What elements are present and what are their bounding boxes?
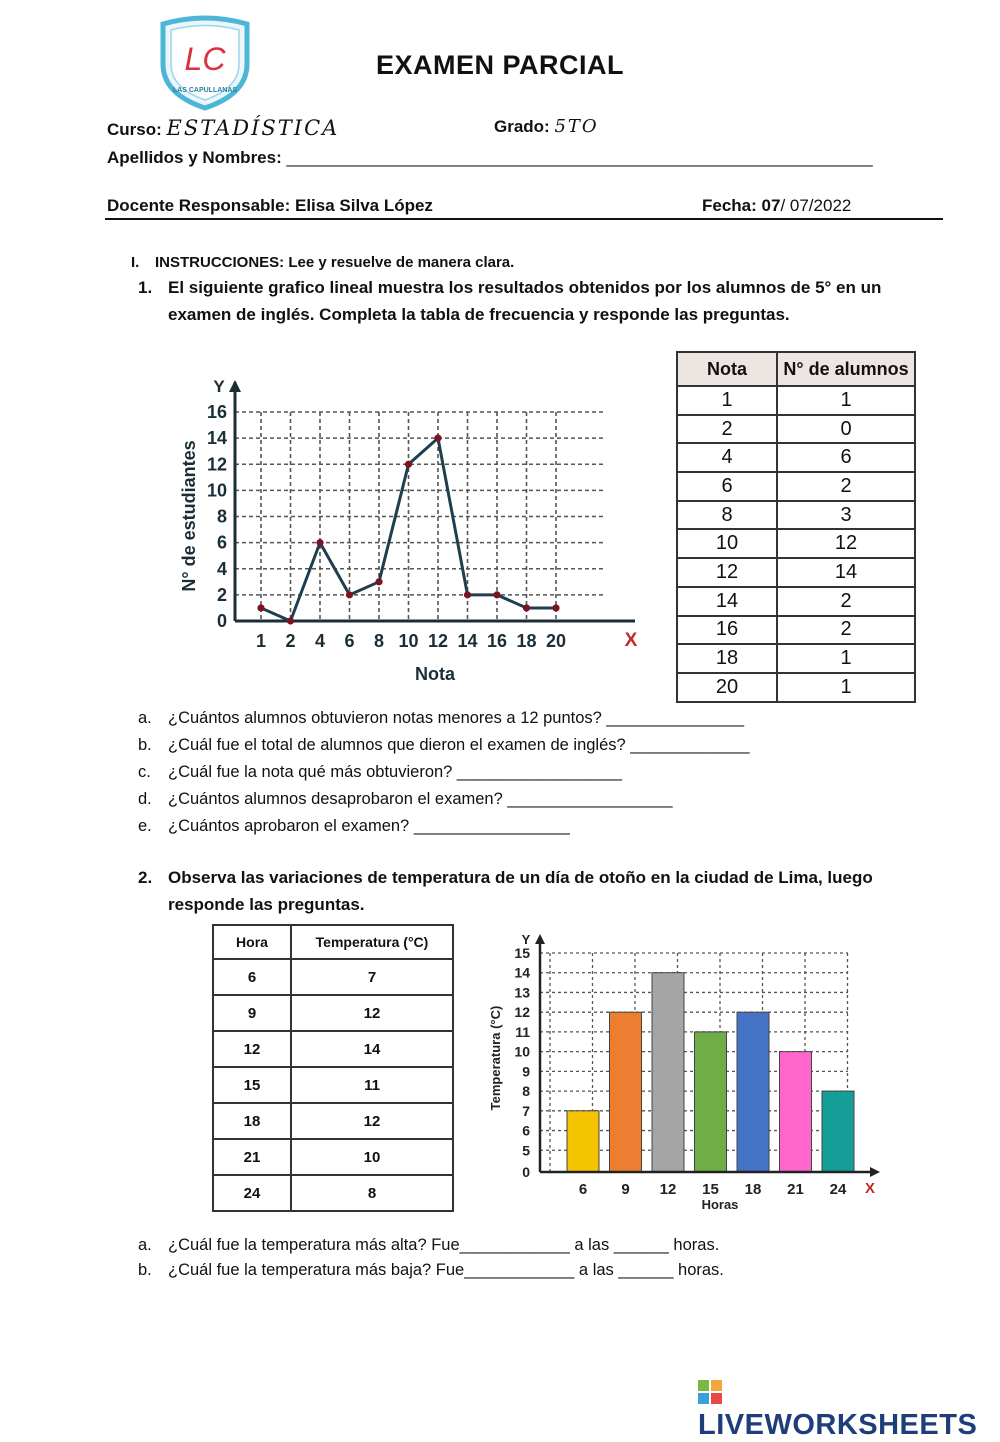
x-tick-label: 21: [787, 1181, 804, 1198]
table-row: [677, 587, 915, 616]
question-item[interactable]: [138, 705, 750, 732]
liveworksheets-logo-icon: [698, 1379, 722, 1403]
question-label: b.: [138, 1261, 152, 1279]
question-item[interactable]: [138, 813, 750, 840]
instructions-text: INSTRUCCIONES: Lee y resuelve de manera clara.: [155, 254, 515, 271]
q1-number: 1.: [138, 278, 153, 297]
y-tick-label: 9: [522, 1063, 530, 1080]
x-tick-label: 15: [702, 1181, 719, 1198]
table-row: [677, 386, 915, 415]
hour-cell: 9: [213, 995, 291, 1031]
y-tick-label: 6: [216, 532, 227, 553]
temperature-table-wrap: [212, 924, 454, 1212]
table-row: [213, 995, 453, 1031]
x-tick-label: 6: [578, 1181, 588, 1198]
y-axis-title: Temperatura (°C): [488, 1005, 503, 1111]
instructions: [131, 254, 514, 271]
x-tick-label: 12: [427, 631, 449, 651]
question-text: ¿Cuál fue el total de alumnos que dieron el examen de inglés? _____________: [168, 736, 750, 754]
q1-text-line1: El siguiente grafico lineal muestra los resultados obtenidos por los alumnos de 5° en un: [168, 278, 882, 297]
temp-header-temperatura: Temperatura (°C): [291, 925, 453, 959]
table-row: [213, 1067, 453, 1103]
bar: [780, 1052, 812, 1172]
question-text: ¿Cuál fue la nota qué más obtuvieron? __________________: [168, 763, 623, 781]
x-axis-arrow: [870, 1167, 880, 1177]
header-divider: [105, 218, 943, 220]
question-item[interactable]: [138, 786, 750, 813]
student-count-cell: 6: [777, 443, 915, 472]
grade-label: Grado:: [494, 117, 550, 136]
question-item[interactable]: [138, 1233, 724, 1258]
y-tick-label: 6: [522, 1122, 530, 1139]
y-tick-label: 0: [216, 611, 227, 631]
temperature-cell: 12: [291, 995, 453, 1031]
y-tick-label: 4: [216, 558, 227, 579]
x-tick-label: 12: [659, 1181, 677, 1198]
data-point: [523, 604, 530, 611]
y-tick-label: 0: [522, 1164, 530, 1180]
student-count-cell: 2: [777, 472, 915, 501]
course-value: ESTADÍSTICA: [166, 116, 340, 140]
x-tick-label: 18: [744, 1181, 762, 1198]
y-tick-label: 10: [206, 480, 227, 501]
question-label: e.: [138, 817, 152, 835]
table-row: [213, 1175, 453, 1211]
table-row: [677, 472, 915, 501]
table-row: [677, 443, 915, 472]
data-point: [493, 591, 500, 598]
data-point: [464, 591, 471, 598]
temperature-cell: 8: [291, 1175, 453, 1211]
temperature-cell: 11: [291, 1067, 453, 1103]
bar: [610, 1012, 642, 1172]
student-count-cell: 1: [777, 386, 915, 415]
question-label: b.: [138, 736, 152, 754]
x-tick-label: 16: [486, 631, 508, 651]
question-item[interactable]: [138, 1258, 724, 1283]
bar: [567, 1111, 599, 1172]
table-row: [677, 558, 915, 587]
y-tick-label: 12: [206, 454, 227, 475]
grade-cell: 8: [677, 501, 777, 530]
q2-text-line1: Observa las variaciones de temperatura de un día de otoño en la ciudad de Lima, luego: [168, 868, 873, 887]
question-label: c.: [138, 763, 151, 781]
data-point: [287, 617, 294, 624]
bar: [822, 1091, 854, 1172]
hour-cell: 21: [213, 1139, 291, 1175]
course-row: [107, 116, 339, 140]
x-tick-label: 4: [314, 631, 326, 651]
grades-header-alumnos: N° de alumnos: [777, 352, 915, 386]
student-count-cell: 1: [777, 644, 915, 673]
line-chart: [175, 370, 650, 695]
y-tick-label: 14: [514, 964, 530, 981]
grades-frequency-table: [676, 351, 916, 703]
line-chart-grid: [235, 412, 605, 621]
temperature-cell: 7: [291, 959, 453, 995]
grades-header-nota: Nota: [677, 352, 777, 386]
bar-chart: [486, 928, 886, 1223]
grade-cell: 14: [677, 587, 777, 616]
table-row: [677, 529, 915, 558]
grade-row: [494, 116, 599, 137]
table-row: [677, 673, 915, 702]
student-count-cell: 3: [777, 501, 915, 530]
names-label: Apellidos y Nombres:: [107, 148, 282, 167]
y-tick-label: 8: [216, 506, 227, 527]
x-axis-letter: X: [624, 630, 638, 651]
crest-motto: LAS CAPULLANAS: [172, 87, 238, 94]
grade-cell: 16: [677, 616, 777, 645]
date-day: 07: [761, 196, 781, 215]
table-row: [677, 644, 915, 673]
grades-table-wrap: [676, 351, 916, 703]
temperature-cell: 12: [291, 1103, 453, 1139]
student-count-cell: 12: [777, 529, 915, 558]
student-count-cell: 14: [777, 558, 915, 587]
student-count-cell: 2: [777, 616, 915, 645]
table-row: [213, 959, 453, 995]
bar: [737, 1012, 769, 1172]
grade-cell: 10: [677, 529, 777, 558]
y-tick-label: 12: [514, 1004, 530, 1021]
q2-text-line2: responde las preguntas.: [168, 895, 365, 914]
liveworksheets-brand: [698, 1376, 1000, 1442]
date-row: [702, 196, 851, 216]
y-tick-label: 15: [514, 945, 530, 961]
names-row: [107, 148, 873, 168]
data-point: [257, 604, 264, 611]
date-rest: / 07/2022: [780, 196, 852, 215]
question-item[interactable]: [138, 759, 750, 786]
question-label: a.: [138, 709, 152, 727]
x-tick-label: 8: [373, 631, 385, 651]
question-text: ¿Cuántos alumnos desaprobaron el examen? __________________: [168, 790, 673, 808]
y-axis-arrow: [535, 934, 545, 944]
names-blank[interactable]: ______________________________________________________________: [286, 148, 873, 167]
question-text: ¿Cuál fue la temperatura más baja? Fue____________ a las ______ horas.: [168, 1261, 724, 1279]
q1-text-line2: examen de inglés. Completa la tabla de frecuencia y responde las preguntas.: [168, 305, 790, 324]
table-row: [213, 1031, 453, 1067]
y-tick-label: 5: [522, 1142, 530, 1159]
x-tick-label: 10: [398, 631, 419, 651]
question-text: ¿Cuántos aprobaron el examen? _________________: [168, 817, 570, 835]
data-point: [375, 578, 382, 585]
grade-cell: 2: [677, 415, 777, 444]
table-row: [677, 616, 915, 645]
temperature-cell: 14: [291, 1031, 453, 1067]
y-tick-label: 13: [514, 984, 530, 1001]
date-label: Fecha:: [702, 196, 757, 215]
grade-cell: 18: [677, 644, 777, 673]
x-axis-letter: X: [864, 1180, 876, 1197]
x-tick-label: 24: [829, 1181, 847, 1198]
temperature-cell: 10: [291, 1139, 453, 1175]
liveworksheets-text: LIVEWORKSHEETS: [698, 1409, 978, 1441]
question-2: [138, 864, 873, 918]
x-tick-label: 2: [285, 631, 296, 651]
y-axis-arrow: [229, 380, 241, 392]
x-tick-label: 1: [255, 631, 267, 651]
data-point: [434, 435, 441, 442]
question-item[interactable]: [138, 732, 750, 759]
hour-cell: 24: [213, 1175, 291, 1211]
bar: [695, 1032, 727, 1172]
x-tick-label: 20: [545, 631, 567, 651]
question-label: d.: [138, 790, 152, 808]
student-count-cell: 1: [777, 673, 915, 702]
teacher-label: Docente Responsable: Elisa Silva López: [107, 196, 433, 215]
y-tick-label: 2: [216, 584, 227, 605]
y-tick-label: 16: [206, 402, 227, 422]
table-row: [677, 501, 915, 530]
student-count-cell: 2: [777, 587, 915, 616]
q2-questions: [138, 1233, 724, 1283]
y-tick-label: 10: [514, 1043, 530, 1060]
instructions-number: I.: [131, 254, 140, 271]
question-1: [138, 274, 881, 328]
grade-cell: 1: [677, 386, 777, 415]
question-text: ¿Cuál fue la temperatura más alta? Fue____________ a las ______ horas.: [168, 1236, 720, 1254]
data-point: [552, 604, 559, 611]
x-tick-label: 14: [457, 631, 478, 651]
grade-cell: 4: [677, 443, 777, 472]
x-axis-title: Nota: [415, 664, 455, 684]
question-label: a.: [138, 1236, 152, 1254]
table-row: [213, 1103, 453, 1139]
course-label: Curso:: [107, 120, 162, 139]
x-axis-title: Horas: [701, 1197, 739, 1212]
table-row: [677, 415, 915, 444]
bar: [652, 973, 684, 1172]
crest-initials: LC: [184, 41, 226, 77]
data-point: [346, 591, 353, 598]
x-tick-label: 9: [621, 1181, 630, 1198]
hour-cell: 6: [213, 959, 291, 995]
grade-cell: 20: [677, 673, 777, 702]
grade-cell: 6: [677, 472, 777, 501]
data-point: [405, 461, 412, 468]
x-tick-label: 6: [344, 631, 355, 651]
x-tick-label: 18: [516, 631, 537, 651]
grade-cell: 12: [677, 558, 777, 587]
temp-header-hora: Hora: [213, 925, 291, 959]
student-count-cell: 0: [777, 415, 915, 444]
grade-value: 5TO: [554, 116, 599, 137]
table-row: [213, 1139, 453, 1175]
q1-questions: [138, 705, 750, 840]
y-axis-title: N° de estudiantes: [179, 440, 199, 592]
q2-number: 2.: [138, 868, 153, 887]
y-tick-label: 14: [206, 428, 227, 449]
y-tick-label: 8: [522, 1083, 530, 1100]
question-text: ¿Cuántos alumnos obtuvieron notas menores a 12 puntos? _______________: [168, 709, 745, 727]
data-point: [316, 539, 323, 546]
y-axis-letter: Y: [521, 932, 531, 947]
temperature-table: [212, 924, 454, 1212]
hour-cell: 15: [213, 1067, 291, 1103]
y-tick-label: 7: [522, 1102, 530, 1119]
hour-cell: 12: [213, 1031, 291, 1067]
hour-cell: 18: [213, 1103, 291, 1139]
y-axis-letter: Y: [213, 377, 225, 396]
exam-title: EXAMEN PARCIAL: [375, 50, 624, 80]
y-tick-label: 11: [515, 1023, 530, 1040]
